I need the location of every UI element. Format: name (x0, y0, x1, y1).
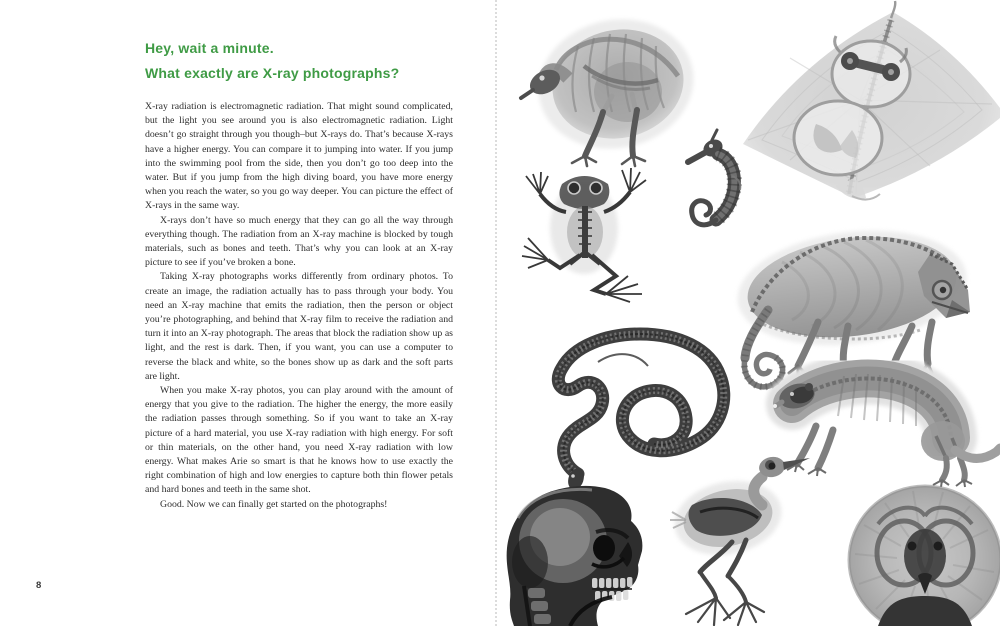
chapter-heading (145, 36, 399, 86)
xray-frog-image (522, 168, 646, 302)
paragraph-4: When you make X-ray photos, you can play around with the amount of energy that you give to the radiation. The higher the energy, the more easily the radiation passes through something. So if you want to take an X-ray picture of a hard material, you use X-ray radiation with high energy. For soft or thin materials, on the other hand, you need X-ray radiation with low energy. What makes Arie so smart is that he knows how to use exactly the right combination of high and low energies to capture both thin flower petals and hard bones and teeth in the same shot. (145, 385, 453, 496)
page-gutter-divider (495, 0, 497, 626)
paragraph-2: X-rays don’t have so much energy that they can go all the way through everything though. The radiation from an X-ray machine is blocked by tough materials, such as bones and teeth. That’s why you can look at an X-ray picture to see if you’ve broken a bone. (145, 214, 453, 269)
xray-owl-image (849, 486, 1000, 626)
paragraph-3: Taking X-ray photographs works differently from ordinary photos. To create an image, the radiation actually has to pass through your body. You need an X-ray machine that emits the radiation, then the person or object you’re photographing, and behind that X-ray film to receive the radiation and turn it into an X-ray photograph. The areas that block the radiation show up as light, and the rest is dark. Then, if you want, you can use a computer to reverse the black and white, so the bones show up as dark and the soft parts are light. (145, 271, 453, 382)
body-text (145, 100, 453, 512)
xray-snake-image (558, 334, 723, 492)
paragraph-1: X-ray radiation is electromagnetic radiation. That might sound complicated, but the light you see around you is also electromagnetic radiation. Light doesn’t go straight through you though–but X-rays do. That’s because X-rays have a higher energy. You can compare it to jumping into water. If you jump into the swimming pool from the side, then you don’t go too deep into the water. But if you jump from the high diving board, you have more energy when you reach the water, so you go way deeper. You can picture the effect of X-rays in the same way. (145, 101, 453, 212)
xray-human-skull-image (507, 486, 643, 626)
page-number: 8 (36, 580, 42, 591)
paragraph-5: Good. Now we can finally get started on the photographs! (160, 498, 388, 510)
xray-bird-image (521, 5, 706, 166)
xray-seahorse-image (688, 130, 740, 225)
xray-stingray-image (743, 1, 1000, 200)
heading-line-2: What exactly are X-ray photographs? (145, 65, 400, 81)
xray-bird-chick-image (668, 455, 810, 625)
heading-line-1: Hey, wait a minute. (145, 40, 274, 56)
xray-weasel-image (773, 374, 1000, 487)
xray-collage (500, 0, 1000, 626)
